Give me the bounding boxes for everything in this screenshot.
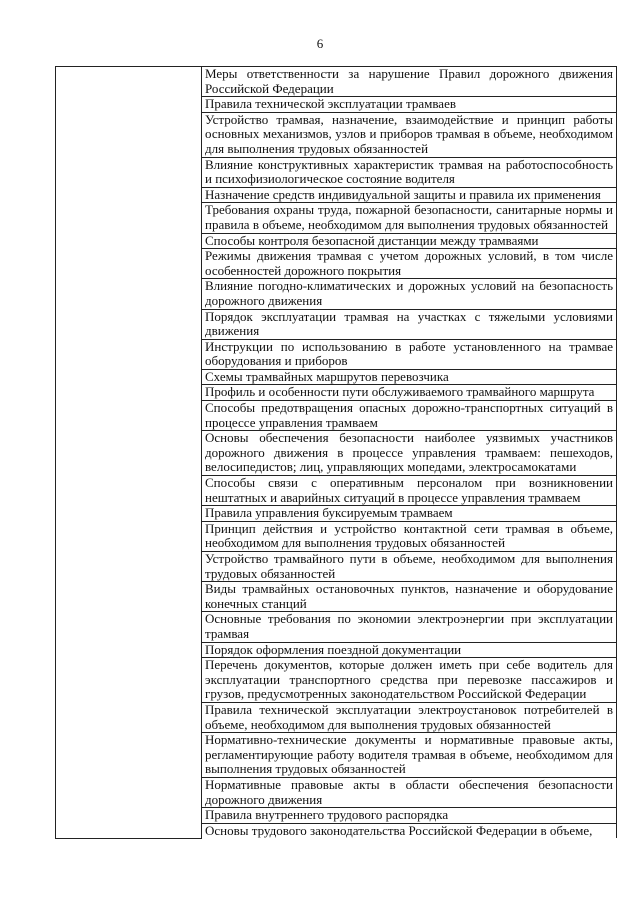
- table-cell: Виды трамвайных остановочных пунктов, назначение и оборудование конечных станций: [202, 582, 617, 612]
- knowledge-requirements-table: [55, 66, 617, 839]
- table-row: [56, 67, 617, 97]
- table-cell: Режимы движения трамвая с учетом дорожных условий, в том числе особенностей дорожного покрытия: [202, 249, 617, 279]
- table-cell: Требования охраны труда, пожарной безопасности, санитарные нормы и правила в объеме, необходимом для выполнения трудовых обязанностей: [202, 203, 617, 233]
- table-cell: Основы трудового законодательства Российской Федерации в объеме,: [202, 823, 617, 838]
- table-cell: Правила управления буксируемым трамваем: [202, 506, 617, 522]
- table-cell: Перечень документов, которые должен иметь при себе водитель для эксплуатации транспортного средства при перевозке пассажиров и грузов, предусмотренных законодательством Российской Федерации: [202, 658, 617, 703]
- table-cell: Основные требования по экономии электроэнергии при эксплуатации трамвая: [202, 612, 617, 642]
- table-cell: Правила технической эксплуатации трамваев: [202, 97, 617, 113]
- table-cell: Профиль и особенности пути обслуживаемого трамвайного маршрута: [202, 385, 617, 401]
- table-cell: Способы предотвращения опасных дорожно-транспортных ситуаций в процессе управления трамваем: [202, 401, 617, 431]
- table-cell: Меры ответственности за нарушение Правил дорожного движения Российской Федерации: [202, 67, 617, 97]
- table-cell: Принцип действия и устройство контактной сети трамвая в объеме, необходимом для выполнения трудовых обязанностей: [202, 521, 617, 551]
- table-cell: Способы контроля безопасной дистанции между трамваями: [202, 233, 617, 249]
- table-cell: Способы связи с оперативным персоналом при возникновении нештатных и аварийных ситуаций в процессе управления трамваем: [202, 476, 617, 506]
- table-cell: Правила технической эксплуатации электроустановок потребителей в объеме, необходимом для выполнения трудовых обязанностей: [202, 702, 617, 732]
- table-cell: Устройство трамвайного пути в объеме, необходимом для выполнения трудовых обязанностей: [202, 552, 617, 582]
- table-cell: Нормативные правовые акты в области обеспечения безопасности дорожного движения: [202, 777, 617, 807]
- table-cell: Инструкции по использованию в работе установленного на трамвае оборудования и приборов: [202, 339, 617, 369]
- table-cell: Нормативно-технические документы и нормативные правовые акты, регламентирующие работу водителя трамвая в объеме, необходимом для выполнения трудовых обязанностей: [202, 733, 617, 778]
- empty-left-column-cell: [56, 67, 202, 839]
- table-cell: Назначение средств индивидуальной защиты и правила их применения: [202, 187, 617, 203]
- page-number: 6: [316, 36, 324, 51]
- table-cell: Основы обеспечения безопасности наиболее уязвимых участников дорожного движения в процессе управления трамваем: пешеходов, велосипедистов; лиц, управляющих мопедами, электросамокатами: [202, 431, 617, 476]
- table-cell: Порядок эксплуатации трамвая на участках с тяжелыми условиями движения: [202, 309, 617, 339]
- table-cell: Влияние погодно-климатических и дорожных условий на безопасность дорожного движения: [202, 279, 617, 309]
- table-cell: Схемы трамвайных маршрутов перевозчика: [202, 369, 617, 385]
- table-cell: Порядок оформления поездной документации: [202, 642, 617, 658]
- table-cell: Влияние конструктивных характеристик трамвая на работоспособность и психофизиологическое состояние водителя: [202, 157, 617, 187]
- table-cell: Устройство трамвая, назначение, взаимодействие и принцип работы основных механизмов, узлов и приборов трамвая в объеме, необходимом для выполнения трудовых обязанностей: [202, 112, 617, 157]
- table-cell: Правила внутреннего трудового распорядка: [202, 808, 617, 824]
